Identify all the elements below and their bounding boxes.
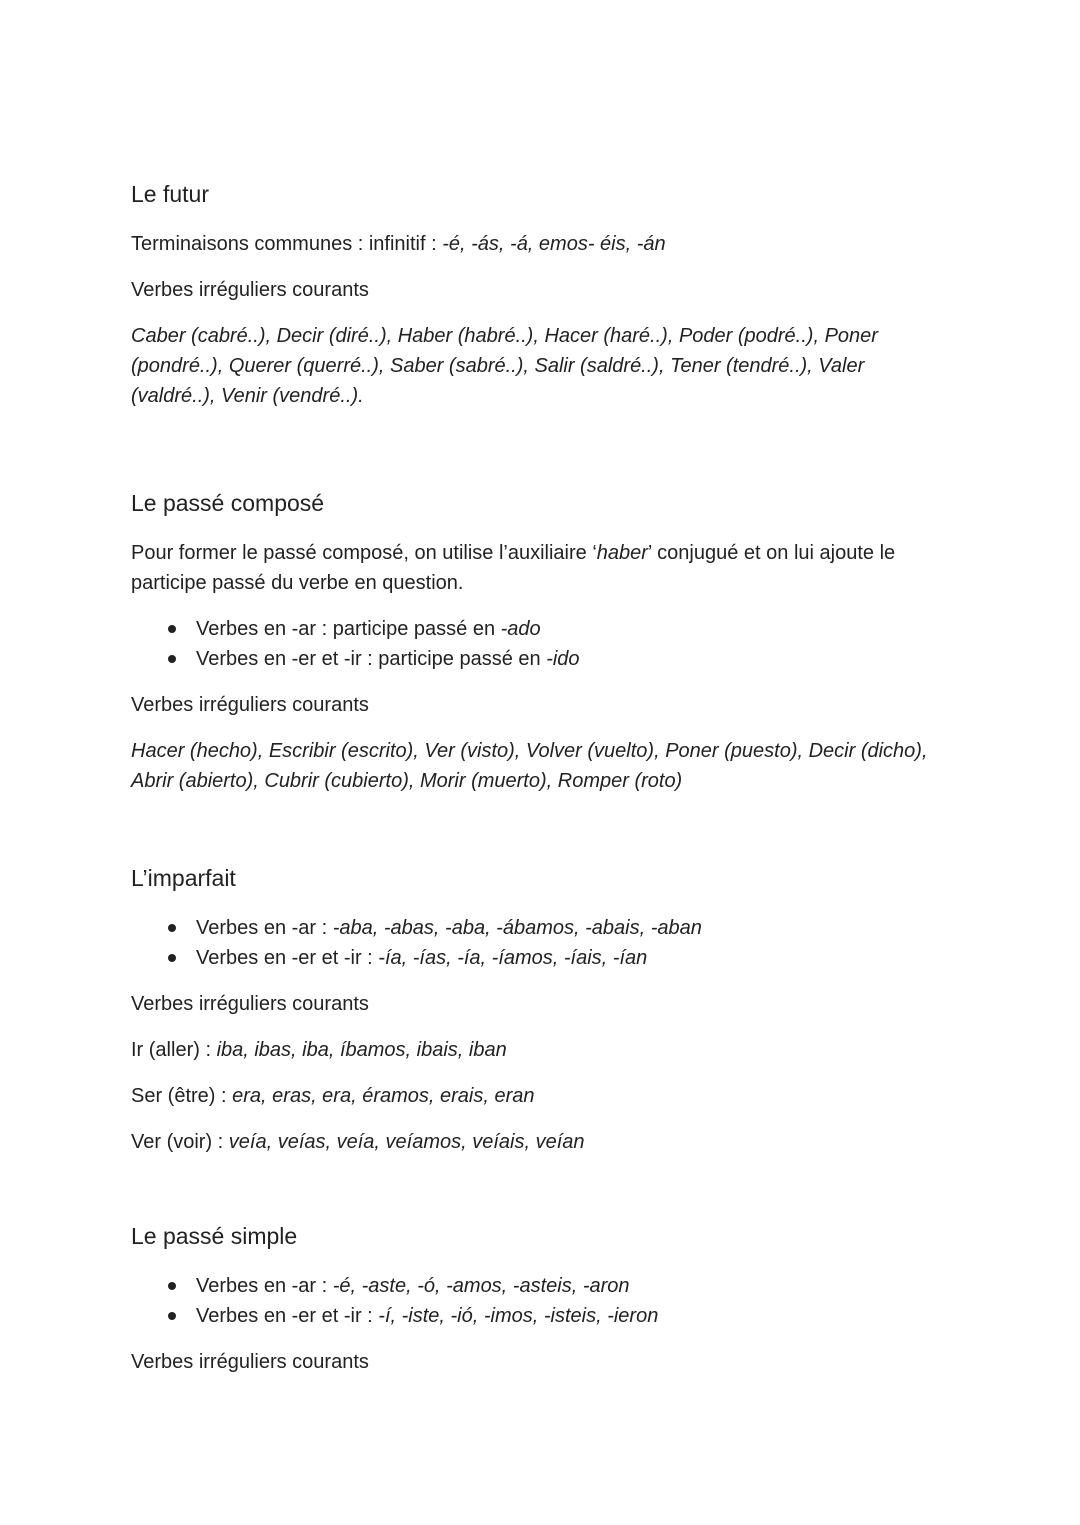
passe-simple-irregular-label: Verbes irréguliers courants [131, 1351, 369, 1373]
futur-endings-values: -é, -ás, -á, emos- éis, -án [442, 233, 666, 255]
example-label: Ver (voir) : [131, 1131, 229, 1153]
futur-endings [131, 229, 951, 259]
passe-compose-irregular-list: Hacer (hecho), Escribir (escrito), Ver (visto), Volver (vuelto), Poner (puesto), Decir (dicho), Abrir (abierto), Cubrir (cubierto), Morir (muerto), Romper (roto) [131, 740, 928, 792]
passe-compose-irregular-label: Verbes irréguliers courants [131, 694, 369, 716]
list-item [131, 1301, 951, 1331]
bullet-value: -aba, -abas, -aba, -ábamos, -abais, -aban [332, 917, 702, 939]
list-item [131, 943, 951, 973]
list-item [131, 614, 951, 644]
heading-passe-compose: Le passé composé [131, 490, 325, 516]
example-label: Ir (aller) : [131, 1039, 217, 1061]
example-value: iba, ibas, iba, íbamos, ibais, iban [216, 1039, 507, 1061]
list-item [131, 1271, 951, 1301]
bullet-value: -ado [500, 618, 541, 640]
section-imparfait [131, 862, 951, 1157]
intro-text-before: Pour former le passé composé, on utilise l’auxiliaire ‘ [131, 542, 597, 564]
bullet-value: -ido [546, 648, 580, 670]
bullet-label: Verbes en -er et -ir : [196, 947, 379, 969]
section-passe-compose [131, 487, 951, 796]
passe-compose-bullets [131, 614, 951, 674]
imparfait-example-ser [131, 1081, 951, 1111]
imparfait-example-ver [131, 1127, 951, 1157]
intro-text-after: ’ conjugué et on lui ajoute le participe passé du verbe en question. [131, 542, 896, 594]
intro-text-haber: haber [596, 542, 648, 564]
futur-irregular-label: Verbes irréguliers courants [131, 279, 369, 301]
passe-compose-intro [131, 538, 951, 598]
section-passe-simple [131, 1220, 951, 1377]
bullet-label: Verbes en -ar : participe passé en [196, 618, 501, 640]
example-label: Ser (être) : [131, 1085, 233, 1107]
imparfait-example-ir [131, 1035, 951, 1065]
futur-irregular-list: Caber (cabré..), Decir (diré..), Haber (habré..), Hacer (haré..), Poder (podré..), Poner (pondré..), Querer (querré..), Saber (sabré..), Salir (saldré..), Tener (tendré..), Valer (valdré..), Venir (vendré..). [131, 325, 878, 407]
heading-imparfait: L’imparfait [131, 865, 236, 891]
example-value: veía, veías, veía, veíamos, veíais, veían [228, 1131, 585, 1153]
document-page [131, 178, 951, 1377]
heading-passe-simple: Le passé simple [131, 1223, 298, 1249]
bullet-label: Verbes en -ar : [196, 1275, 333, 1297]
bullet-value: -é, -aste, -ó, -amos, -asteis, -aron [332, 1275, 630, 1297]
example-value: era, eras, era, éramos, erais, eran [232, 1085, 535, 1107]
bullet-value: -ía, -ías, -ía, -íamos, -íais, -ían [378, 947, 648, 969]
list-item [131, 644, 951, 674]
passe-simple-bullets [131, 1271, 951, 1331]
list-item [131, 913, 951, 943]
bullet-label: Verbes en -er et -ir : [196, 1305, 379, 1327]
bullet-label: Verbes en -ar : [196, 917, 333, 939]
imparfait-bullets [131, 913, 951, 973]
section-futur [131, 178, 951, 411]
imparfait-irregular-label: Verbes irréguliers courants [131, 993, 369, 1015]
heading-futur: Le futur [131, 181, 209, 207]
futur-endings-label: Terminaisons communes : infinitif : [131, 233, 443, 255]
bullet-value: -í, -iste, -ió, -imos, -isteis, -ieron [378, 1305, 659, 1327]
bullet-label: Verbes en -er et -ir : participe passé en [196, 648, 547, 670]
